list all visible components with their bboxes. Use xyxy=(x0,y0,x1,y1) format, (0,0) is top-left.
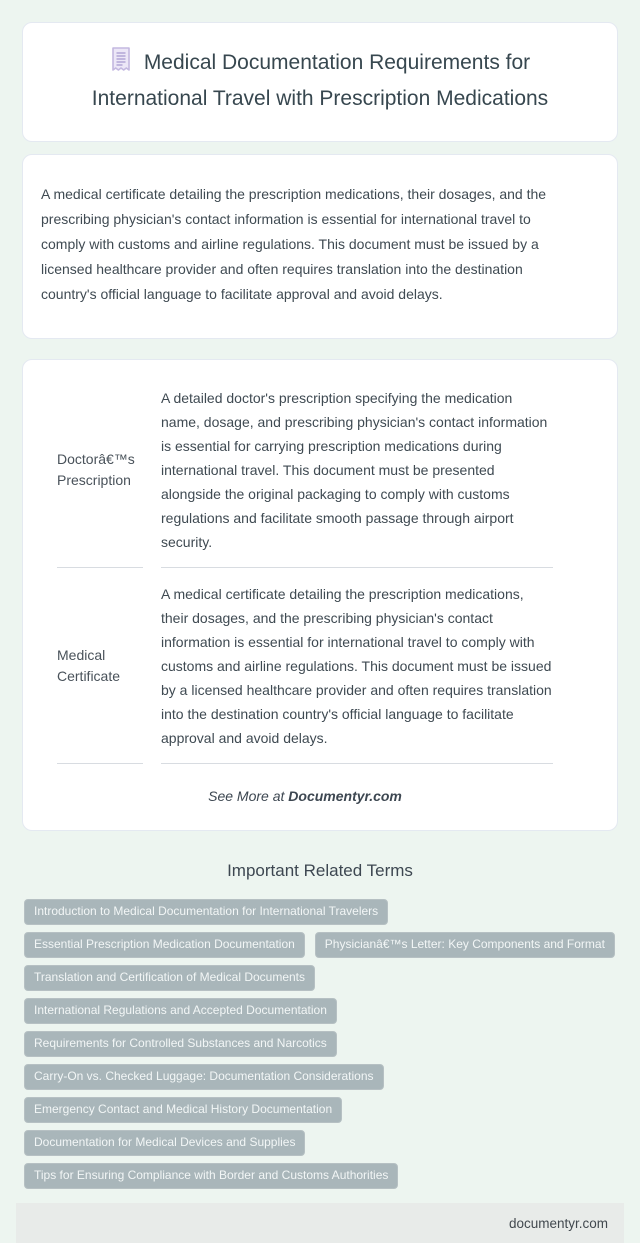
term-description: A medical certificate detailing the prescription medications, their dosages, and the prescribing physician's contact information is essential for international travel to comply with customs and airline regulations. This document must be issued by a licensed healthcare provider and often requires translation into the destination country's official language to facilitate approval and avoid delays. xyxy=(161,568,553,764)
intro-card xyxy=(22,154,618,339)
term-label: Medical Certificate xyxy=(57,568,143,764)
related-term-tag[interactable]: Carry-On vs. Checked Luggage: Documentation Considerations xyxy=(24,1064,384,1090)
definitions-card xyxy=(22,359,618,831)
tag-row xyxy=(24,1163,616,1189)
see-more-site-link[interactable]: Documentyr.com xyxy=(288,788,402,804)
see-more-prefix: See More at xyxy=(208,788,289,804)
related-term-tag[interactable]: Physicianâ€™s Letter: Key Components and Format xyxy=(315,932,615,958)
related-terms-list xyxy=(0,899,640,1189)
see-more-line xyxy=(39,788,571,804)
tag-row xyxy=(24,1097,616,1123)
tag-row xyxy=(24,965,616,991)
table-row xyxy=(57,568,553,764)
related-term-tag[interactable]: Introduction to Medical Documentation for International Travelers xyxy=(24,899,388,925)
footer-bar xyxy=(16,1203,624,1243)
tag-row xyxy=(24,998,616,1024)
related-terms-heading: Important Related Terms xyxy=(227,861,413,880)
table-row xyxy=(57,372,553,568)
term-label: Doctorâ€™s Prescription xyxy=(57,372,143,568)
term-description: A detailed doctor's prescription specifying the medication name, dosage, and prescribing physician's contact information is essential for carrying prescription medications during international travel. This document must be presented alongside the original packaging to comply with customs regulations and facilitate smooth passage through airport security. xyxy=(161,372,553,568)
receipt-icon xyxy=(110,47,132,83)
related-term-tag[interactable]: Essential Prescription Medication Documentation xyxy=(24,932,305,958)
intro-paragraph: A medical certificate detailing the prescription medications, their dosages, and the prescribing physician's contact information is essential for international travel to comply with customs and airline regulations. This document must be issued by a licensed healthcare provider and often requires translation into the destination country's official language to facilitate approval and avoid delays. xyxy=(41,186,547,302)
related-term-tag[interactable]: Translation and Certification of Medical Documents xyxy=(24,965,315,991)
related-term-tag[interactable]: International Regulations and Accepted Documentation xyxy=(24,998,337,1024)
page-title-text: Medical Documentation Requirements for International Travel with Prescription Medications xyxy=(91,51,549,110)
page-title xyxy=(60,47,580,115)
related-term-tag[interactable]: Tips for Ensuring Compliance with Border and Customs Authorities xyxy=(24,1163,398,1189)
definitions-table xyxy=(39,372,571,764)
tag-row xyxy=(24,899,616,925)
footer-site-label: documentyr.com xyxy=(508,1215,608,1231)
tag-row xyxy=(24,1064,616,1090)
related-term-tag[interactable]: Requirements for Controlled Substances and Narcotics xyxy=(24,1031,337,1057)
related-term-tag[interactable]: Emergency Contact and Medical History Documentation xyxy=(24,1097,342,1123)
related-term-tag[interactable]: Documentation for Medical Devices and Supplies xyxy=(24,1130,305,1156)
tag-row xyxy=(24,1130,616,1156)
tag-row xyxy=(24,932,616,958)
tag-row xyxy=(24,1031,616,1057)
title-card xyxy=(22,22,618,142)
